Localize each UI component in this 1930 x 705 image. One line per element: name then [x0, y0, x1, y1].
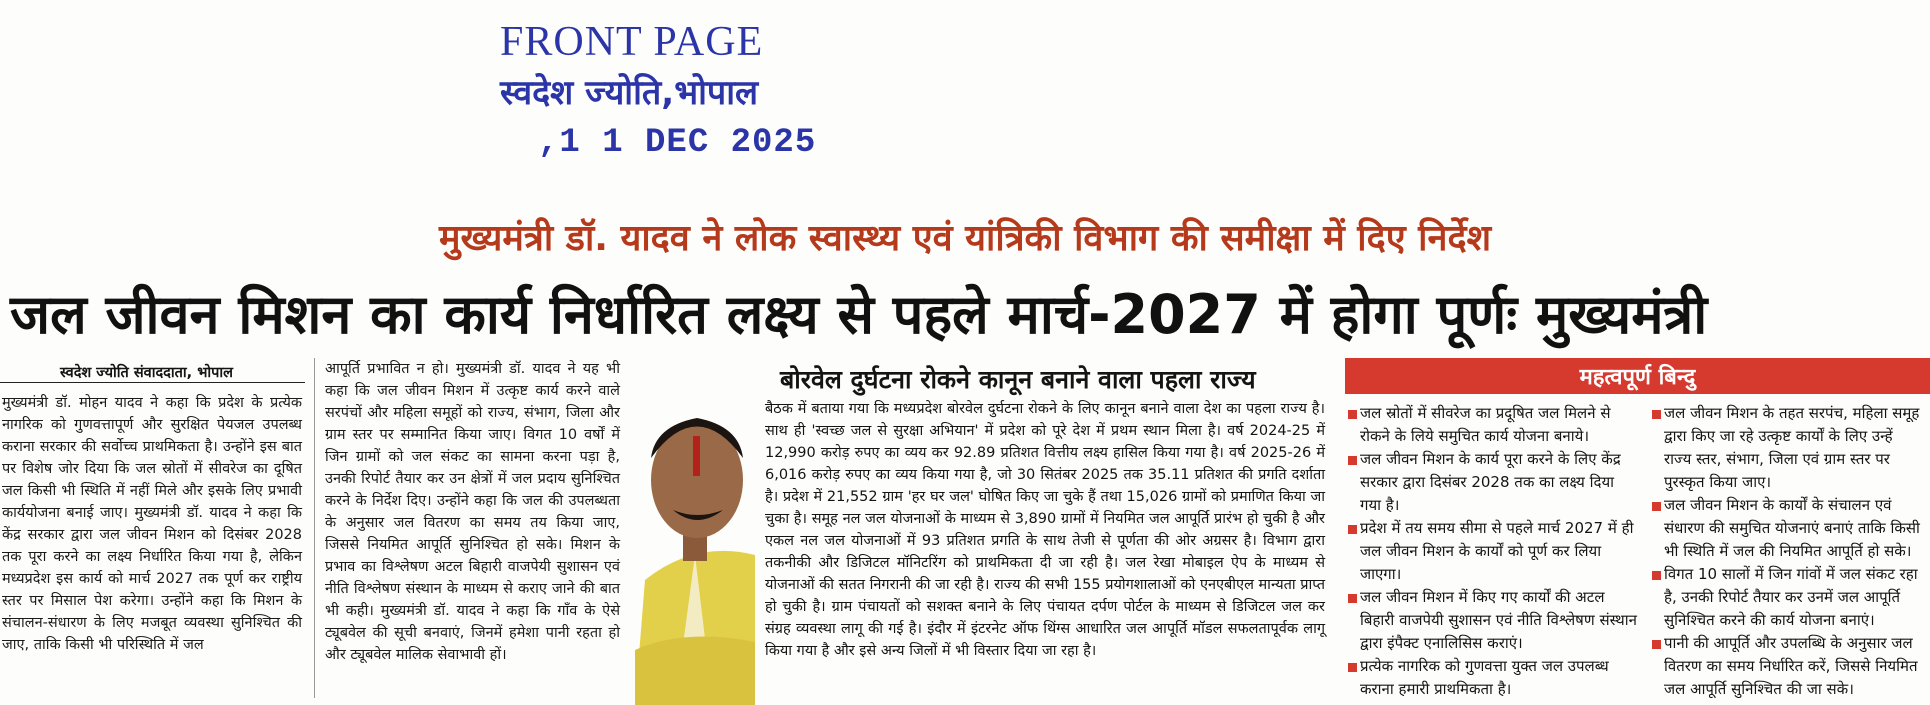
stamp-date: ,1 1 DEC 2025: [538, 124, 817, 162]
stamp-publication: स्वदेश ज्योति,भोपाल: [500, 73, 759, 113]
middle-article-text: बैठक में बताया गया कि मध्यप्रदेश बोरवेल दुर्घटना रोकने के लिए कानून बनाने वाला देश का पहला राज्य है। साथ ही 'स्वच्छ जल से सुरक्षा अभियान' में प्रदेश को पूरे देश में प्रथम स्थान मिला है। वर्ष 2024-25 में 12,990 करोड़ रुपए का व्यय कर 92.89 प्रतिशत वित्तीय लक्ष्य हासिल किया गया है। वर्ष 2025-26 में 6,016 करोड़ रुपए का व्यय किया गया है, जो 30 सितंबर 2025 तक 35.11 प्रतिशत की प्रगति दर्शाता है। प्रदेश में 21,552 ग्राम 'हर घर जल' घोषित किए जा चुके हैं तथा 15,026 ग्रामों को प्रमाणित किया जा चुका है। समूह नल जल योजनाओं के माध्यम से 3,890 ग्रामों में नियमित जल आपूर्ति प्रारंभ हो चुकी है और एकल नल जल योजनाओं में 93 प्रतिशत प्रगति के साथ तेजी से पूर्णता की ओर अग्रसर है। विभाग द्वारा तकनीकी और डिजिटल मॉनिटरिंग को प्राथमिकता दी जा रही है। जल रेखा मोबाइल ऐप के माध्यम से योजनाओं की सतत निगरानी की जा रही है। राज्य की सभी 155 प्रयोगशालाओं को एनएबीएल मान्यता प्राप्त हो चुकी है। ग्राम पंचायतों को सशक्त बनाने के लिए पंचायत दर्पण पोर्टल के माध्यम से डिजिटल जल कर संग्रह व्यवस्था लागू की गई है। इंदौर में इंटरनेट ऑफ थिंग्स आधारित जल आपूर्ति मॉडल सफलतापूर्वक लागू किया गया है और इसे अन्य जिलों में भी विस्तार दिया जा रहा है।: [765, 401, 1325, 659]
dateline-rule: [0, 382, 305, 383]
key-point: जल जीवन मिशन के कार्य पूरा करने के लिए केंद्र सरकार द्वारा दिसंबर 2028 तक का लक्ष्य दिया गया है।: [1348, 448, 1638, 517]
front-page-stamp: [500, 18, 816, 162]
key-points-title: महत्वपूर्ण बिन्दु: [1345, 358, 1930, 394]
column-divider: [314, 358, 315, 698]
chief-minister-photo: [635, 350, 755, 705]
key-points-right: [1652, 402, 1922, 701]
key-points-left: [1348, 402, 1638, 701]
kicker-headline: मुख्यमंत्री डॉ. यादव ने लोक स्वास्थ्य एवं यांत्रिकी विभाग की समीक्षा में दिए निर्देश: [438, 218, 1492, 259]
key-point: जल स्रोतों में सीवरेज का प्रदूषित जल मिलने से रोकने के लिये समुचित कार्य योजना बनाये।: [1348, 402, 1638, 448]
main-headline: जल जीवन मिशन का कार्य निर्धारित लक्ष्य से पहले मार्च-2027 में होगा पूर्णः मुख्यमंत्री: [10, 283, 1708, 346]
key-point: पानी की आपूर्ति और उपलब्धि के अनुसार जल वितरण का समय निर्धारित करें, जिससे नियमित जल आपूर्ति सुनिश्चित की जा सके।: [1652, 632, 1922, 701]
stamp-label: FRONT PAGE: [500, 19, 764, 65]
article-column-2: आपूर्ति प्रभावित न हो। मुख्यमंत्री डॉ. यादव ने यह भी कहा कि जल जीवन मिशन में उत्कृष्ट कार्य करने वाले सरपंचों और महिला समूहों को राज्य, संभाग, जिला और ग्राम स्तर पर सम्मानित किया जाए। विगत 10 वर्षों में जिन ग्रामों को जल संकट का सामना करना पड़ा है, उनकी रिपोर्ट तैयार कर उन क्षेत्रों में जल प्रदाय सुनिश्चित करने के निर्देश दिए। उन्होंने कहा कि जल की उपलब्धता के अनुसार जल वितरण का समय तय किया जाए, जिससे नियमित आपूर्ति सुनिश्चित हो सके। मिशन के प्रभाव का विश्लेषण अटल बिहारी वाजपेयी सुशासन एवं नीति विश्लेषण संस्थान के माध्यम से कराए जाने की बात भी कही। मुख्यमंत्री डॉ. यादव ने कहा कि गाँव के ऐसे ट्यूबवेल की सूची बनवाएं, जिनमें हमेशा पानी रहता हो और ट्यूबवेल मालिक सेवाभावी हों।: [325, 361, 620, 663]
key-point: प्रदेश में तय समय सीमा से पहले मार्च 2027 में ही जल जीवन मिशन के कार्यों को पूर्ण कर लिया जाएगा।: [1348, 517, 1638, 586]
sub-headline: बोरवेल दुर्घटना रोकने कानून बनाने वाला पहला राज्य: [780, 365, 1256, 394]
key-point: जल जीवन मिशन के तहत सरपंच, महिला समूह द्वारा किए जा रहे उत्कृष्ट कार्यों के लिए उन्हें राज्य स्तर, संभाग, जिला एवं ग्राम स्तर पर पुरस्कृत किया जाए।: [1652, 402, 1922, 494]
key-point: प्रत्येक नागरिक को गुणवत्ता युक्त जल उपलब्ध कराना हमारी प्राथमिकता है।: [1348, 655, 1638, 701]
dateline: स्वदेश ज्योति संवाददाता, भोपाल: [60, 365, 233, 381]
key-point: जल जीवन मिशन में किए गए कार्यों की अटल बिहारी वाजपेयी सुशासन एवं नीति विश्लेषण संस्थान द्वारा इंपैक्ट एनालिसिस कराएं।: [1348, 586, 1638, 655]
article-column-1: मुख्यमंत्री डॉ. मोहन यादव ने कहा कि प्रदेश के प्रत्येक नागरिक को गुणवत्तापूर्ण और सुरक्षित पेयजल उपलब्ध कराना सरकार की सर्वोच्च प्राथमिकता है। उन्होंने इस बात पर विशेष जोर दिया कि जल स्रोतों में सीवरेज का दूषित जल किसी भी स्थिति में नहीं मिले और इसके लिए प्रभावी कार्ययोजना बनाई जाए। मुख्यमंत्री डॉ. यादव ने कहा कि केंद्र सरकार द्वारा जल जीवन मिशन को दिसंबर 2028 तक पूरा करने का लक्ष्य निर्धारित किया गया है, लेकिन मध्यप्रदेश इस कार्य को मार्च 2027 तक पूर्ण कर राष्ट्रीय स्तर पर मिसाल पेश करेगा। उन्होंने कहा कि मिशन के संचालन-संधारण के लिए मजबूत व्यवस्था सुनिश्चित की जाए, ताकि किसी भी परिस्थिति में जल: [2, 395, 302, 653]
key-point: जल जीवन मिशन के कार्यों के संचालन एवं संधारण की समुचित योजनाएं बनाएं ताकि किसी भी स्थिति में जल की नियमित आपूर्ति हो सके।: [1652, 494, 1922, 563]
key-point: विगत 10 सालों में जिन गांवों में जल संकट रहा है, उनकी रिपोर्ट तैयार कर उनमें जल आपूर्ति सुनिश्चित करने की कार्य योजना बनाएं।: [1652, 563, 1922, 632]
